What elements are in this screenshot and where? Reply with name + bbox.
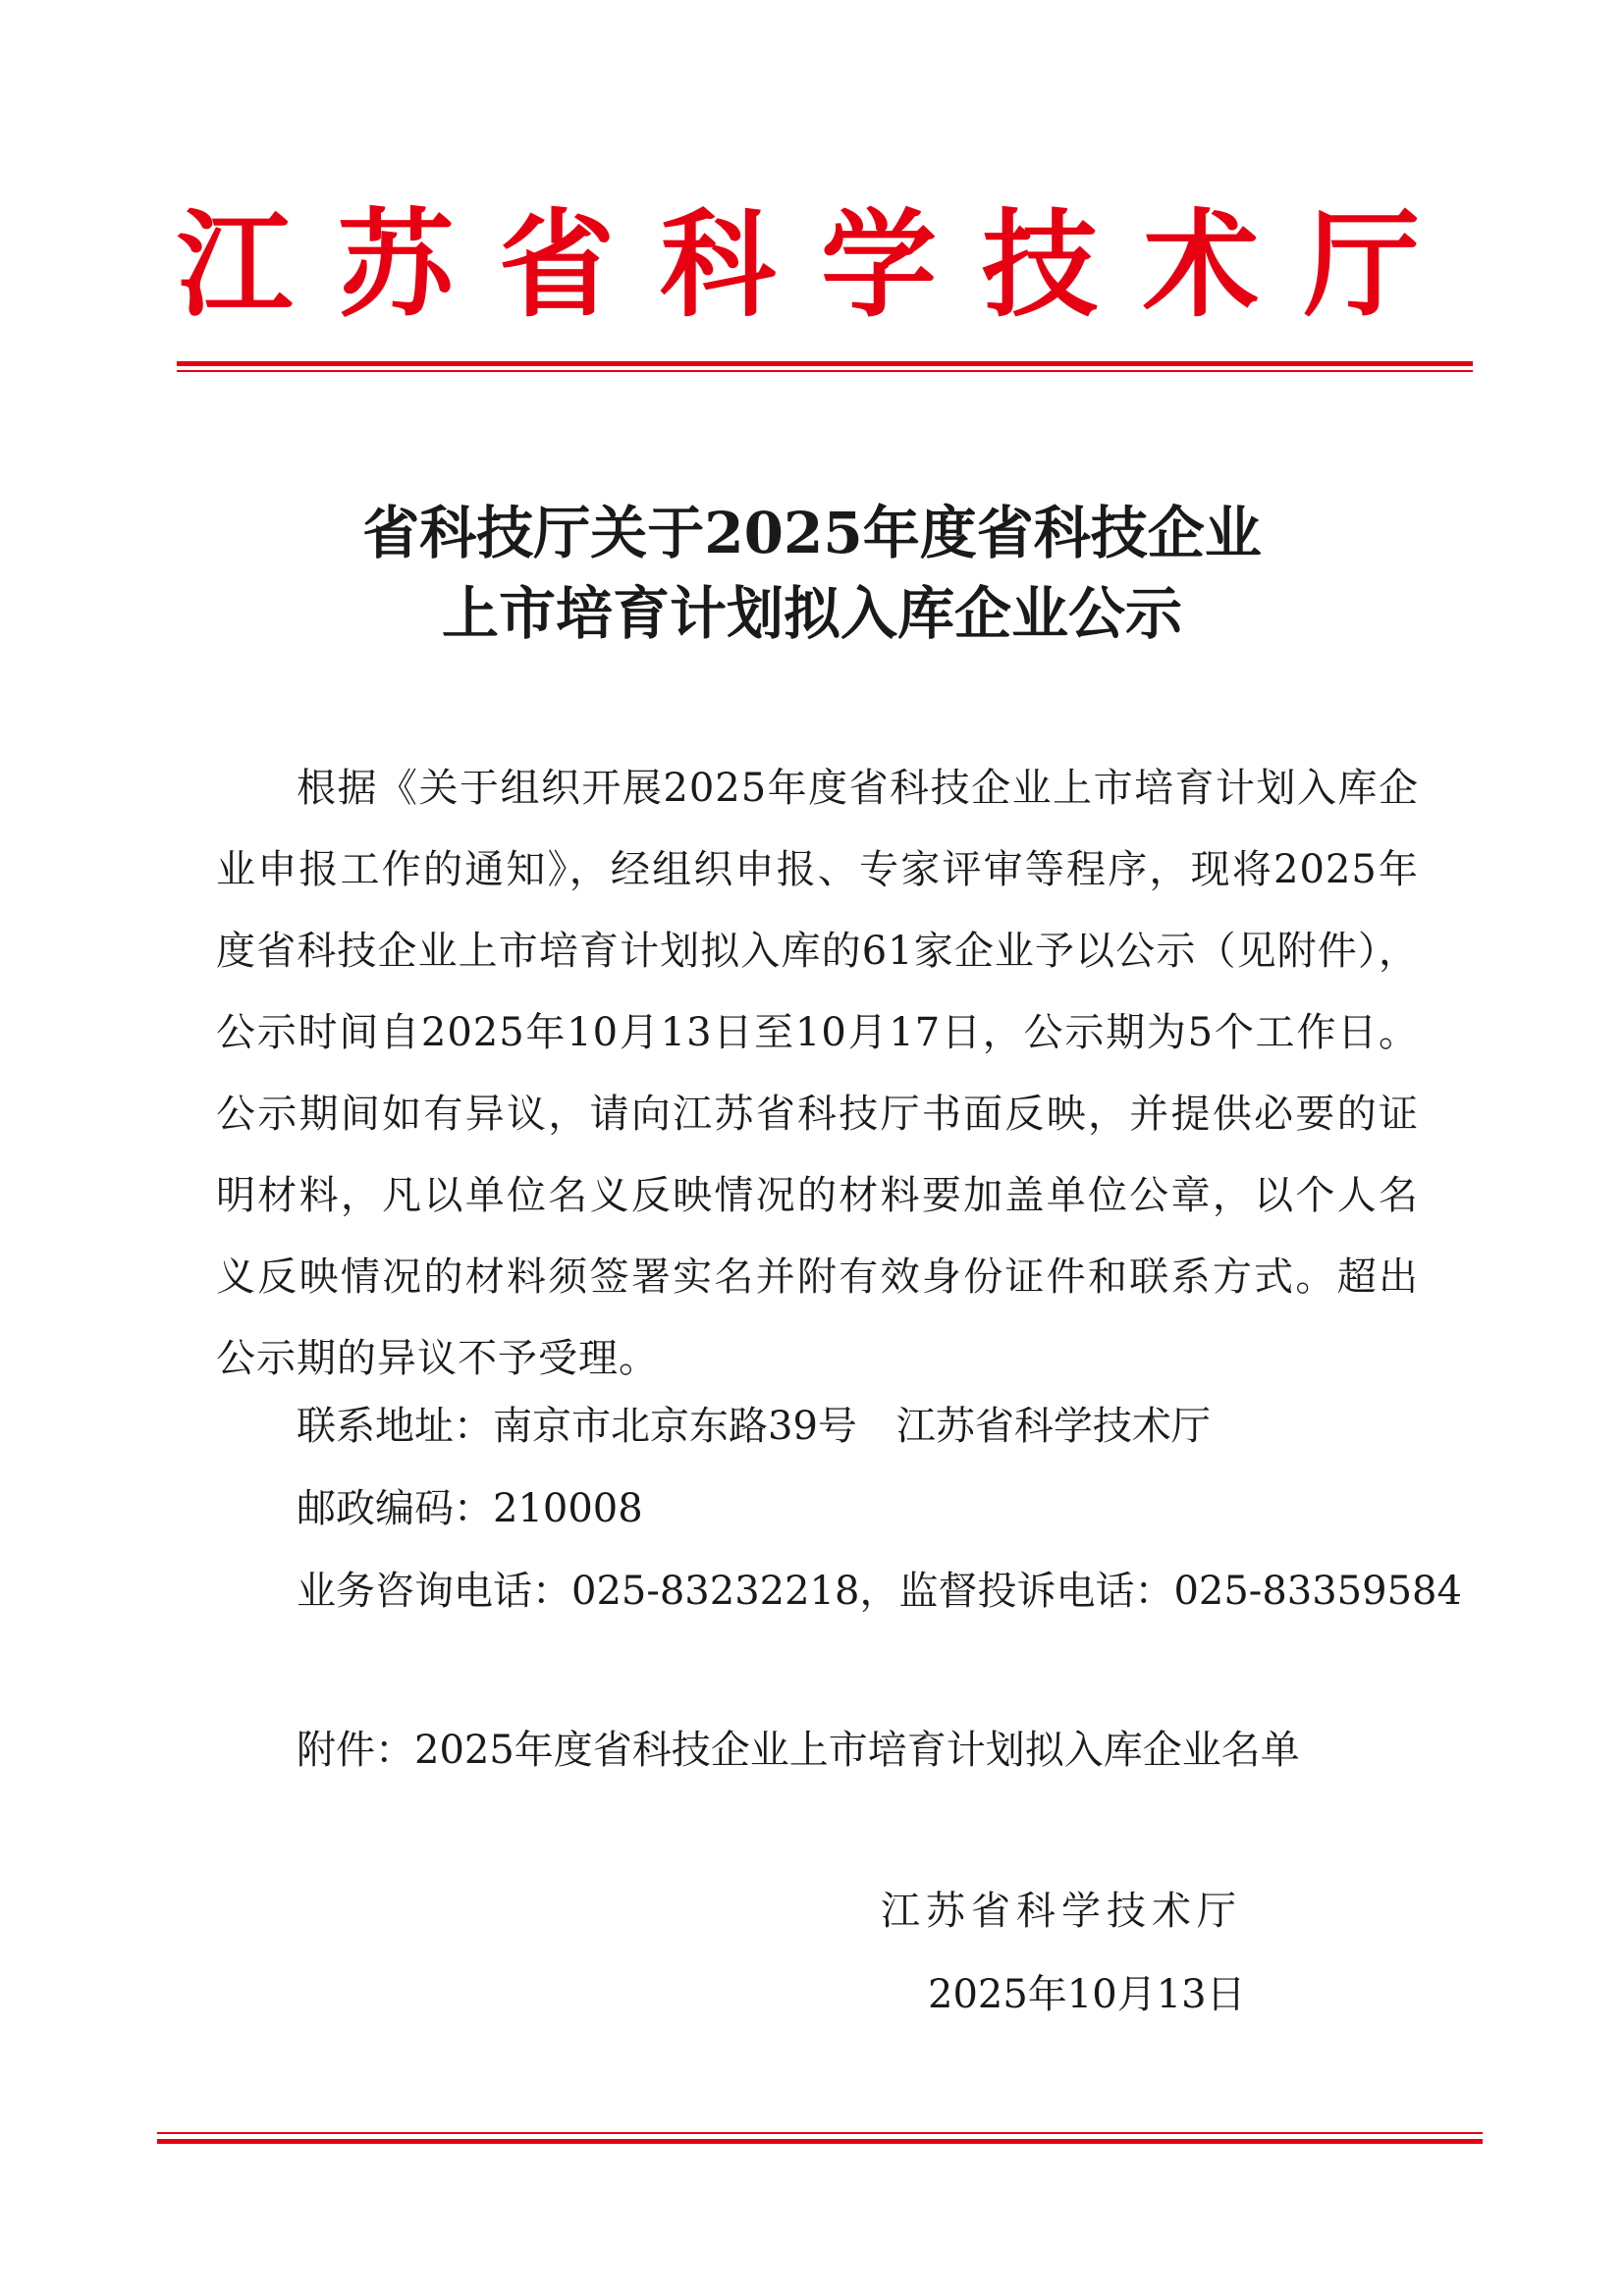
body-paragraph: 根据《关于组织开展2025年度省科技企业上市培育计划入库企业申报工作的通知》，经组织申报、专家评审等程序，现将2025年度省科技企业上市培育计划拟入库的61家企业予以公示（见附件），公示时间自2025年10月13日至10月17日，公示期为5个工作日。公示期间如有异议，请向江苏省科技厅书面反映，并提供必要的证明材料，凡以单位名义反映情况的材料要加盖单位公章，以个人名义反映情况的材料须签署实名并附有效身份证件和联系方式。超出公示期的异议不予受理。 xyxy=(216,766,1419,1381)
footer-rule-thick xyxy=(157,2139,1483,2144)
contact-postcode: 邮政编码：210008 xyxy=(297,1486,643,1531)
letterhead-title: 江苏省科学技术厅 xyxy=(177,196,1466,333)
document-title-line-2: 上市培育计划拟入库企业公示 xyxy=(441,580,1182,647)
signature-org: 江苏省科学技术厅 xyxy=(881,1889,1242,1934)
contact-phones: 业务咨询电话：025-83232218，监督投诉电话：025-83359584 xyxy=(297,1569,1462,1614)
attachment-note: 附件：2025年度省科技企业上市培育计划拟入库企业名单 xyxy=(297,1728,1300,1773)
contact-address: 联系地址：南京市北京东路39号 江苏省科学技术厅 xyxy=(297,1404,1211,1449)
signature-date: 2025年10月13日 xyxy=(928,1972,1246,2017)
letterhead-rule-thin xyxy=(177,370,1473,372)
letterhead-rule-thick xyxy=(177,361,1473,366)
footer-rule-thin xyxy=(157,2132,1483,2134)
document-title-line-1: 省科技厅关于2025年度省科技企业 xyxy=(362,500,1262,566)
